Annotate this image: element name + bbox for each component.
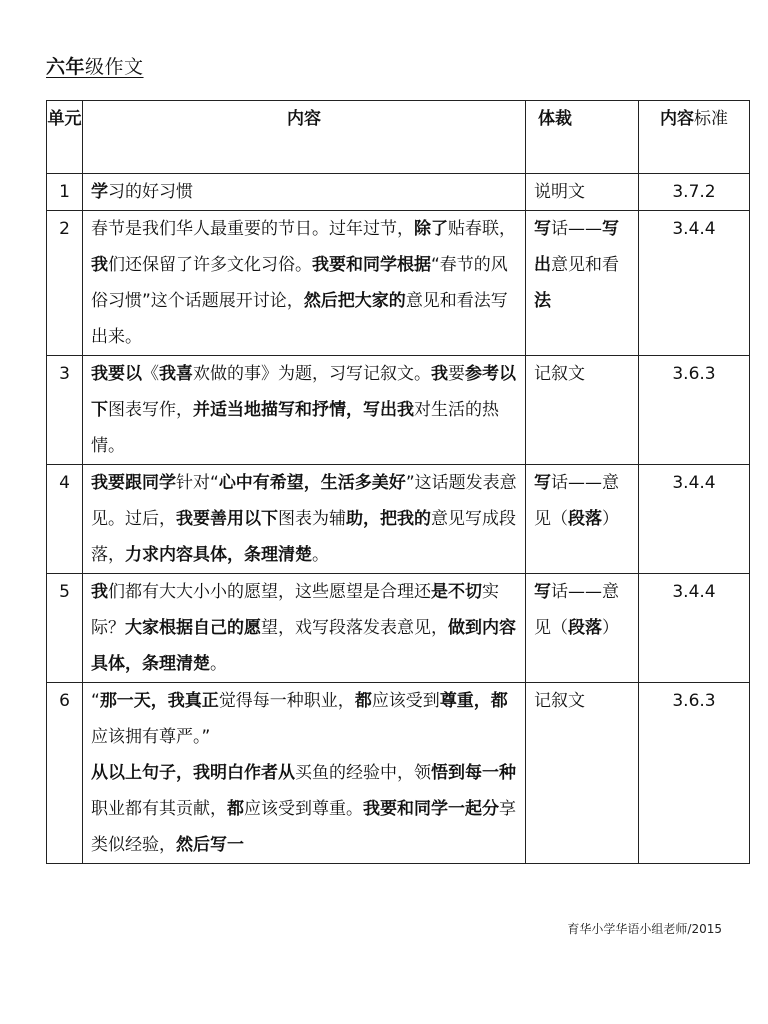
cell-unit: 5 [47,574,83,683]
text-run: 参考以下 [91,364,516,420]
table-row [47,174,750,211]
cell-standard: 3.6.3 [639,683,750,864]
text-run: 《 [142,364,159,384]
cell-standard: 3.7.2 [639,174,750,211]
text-run: 话—— [551,219,602,239]
essay-table [46,100,750,864]
text-run: 春节是我们华人最重要的节日。过年过节， [91,219,414,239]
text-run: 意见和看 [551,255,619,275]
text-run: ） [602,618,619,638]
text-run: 我 [431,364,448,384]
table-header-row [47,101,750,174]
header-unit: 单元 [47,101,83,174]
text-run: 并适当地描写和抒情，写出我 [193,400,414,420]
cell-genre [526,465,639,574]
table-row [47,356,750,465]
text-run: 图表写作， [108,400,193,420]
text-run: 们还保留了许多文化习俗。 [108,255,312,275]
text-run: 要 [448,364,465,384]
cell-unit: 2 [47,211,83,356]
cell-standard: 3.6.3 [639,356,750,465]
table-row [47,465,750,574]
text-run: 都 [354,691,372,711]
text-run: 然后写一 [176,835,244,855]
cell-standard: 3.4.4 [639,574,750,683]
cell-content [83,174,526,211]
text-run: 话——意见（ [534,582,619,638]
text-run: 觉得每一种职业， [218,691,355,711]
text-run: 。 [210,654,227,674]
text-run: 段落 [568,509,602,529]
text-run: 我要跟同学 [91,473,176,493]
cell-standard: 3.4.4 [639,465,750,574]
cell-unit: 6 [47,683,83,864]
text-run: “ [91,691,100,711]
page-title-bold: 六年 [46,56,86,78]
text-run: 贴春联， [448,219,516,239]
header-genre: 体裁 [526,101,639,174]
text-run: 话——意见（ [534,473,619,529]
text-run: 段落 [568,618,602,638]
text-run: ） [602,509,619,529]
cell-genre [526,574,639,683]
text-run: 我要和同学根据 [312,255,431,275]
text-run: “春节的风俗习惯”这个话题展开讨论， [91,255,508,311]
page-title-rest: 级作文 [85,56,144,78]
cell-genre [526,683,639,864]
text-run: 欢做的事》为题，习写记叙文。 [193,364,431,384]
text-run: 写出 [534,219,619,275]
text-run: 应该受到 [371,691,440,711]
text-run: 说明文 [534,182,585,202]
text-run: 我要以 [91,364,142,384]
text-run: 记叙文 [534,691,585,711]
cell-genre [526,356,639,465]
text-run: 学 [91,182,108,202]
text-run: 做到内容具体，条理清楚 [91,618,516,674]
text-run: 我 [91,582,108,602]
text-run: 。 [312,545,329,565]
text-run: 写 [534,582,551,602]
text-run: 实际？ [91,582,499,638]
table-row [47,211,750,356]
text-run: 悟到每一种 [431,763,516,783]
text-run: 法 [534,291,551,311]
cell-standard: 3.4.4 [639,211,750,356]
text-run: 都 [227,799,244,819]
text-run: 然后把大家的 [303,291,406,311]
header-content: 内容 [83,101,526,174]
cell-genre [526,211,639,356]
cell-content [83,211,526,356]
table-row [47,574,750,683]
text-run: 力求内容具体，条理清楚 [125,545,312,565]
text-run: 记叙文 [534,364,585,384]
text-run: 针对“ [176,473,219,493]
cell-content [83,465,526,574]
cell-unit: 3 [47,356,83,465]
table-row [47,683,750,864]
text-run: 图表为辅 [278,509,346,529]
header-standard: 内容标准 [639,101,750,174]
text-run: 从以上句子，我明白作者从 [91,763,295,783]
cell-content [83,356,526,465]
text-run: 享类似经验， [91,799,516,855]
text-run: 职业都有其贡献， [91,799,227,819]
text-run: 应该受到尊重。 [244,799,363,819]
text-run: 我要和同学一起分 [363,799,499,819]
text-run: 买鱼的经验中，领 [295,763,431,783]
text-run: 意见和看法写出来。 [91,291,508,347]
text-run: 意见写成段落， [91,509,516,565]
text-run: 应该拥有尊严。” [91,727,211,747]
text-run: 对生活的热情。 [91,400,499,456]
text-run: 写 [534,219,551,239]
text-run: 我 [91,255,108,275]
footer-credit: 育华小学华语小组老师/2015 [567,922,722,936]
text-run: 尊重，都 [439,691,508,711]
text-run: 我喜 [159,364,193,384]
text-run: 我要善用以下 [176,509,278,529]
text-run: 望，戏写段落发表意见， [261,618,448,638]
text-run: 心中有希望，生活多美好 [218,473,406,493]
text-run: 除了 [414,219,448,239]
text-run: 写 [534,473,551,493]
cell-content [83,574,526,683]
text-run: 大家根据自己的愿 [125,618,261,638]
page-title [46,52,144,79]
text-run: 是不切 [431,582,482,602]
text-run: 们都有大大小小的愿望，这些愿望是合理还 [108,582,431,602]
cell-content [83,683,526,864]
cell-unit: 4 [47,465,83,574]
text-run: 习的好习惯 [108,182,193,202]
cell-genre [526,174,639,211]
text-run: 那一天，我真正 [99,691,219,711]
text-run: 助，把我的 [346,509,431,529]
cell-unit: 1 [47,174,83,211]
text-run: ”这话题发表意见。过后， [91,473,517,529]
